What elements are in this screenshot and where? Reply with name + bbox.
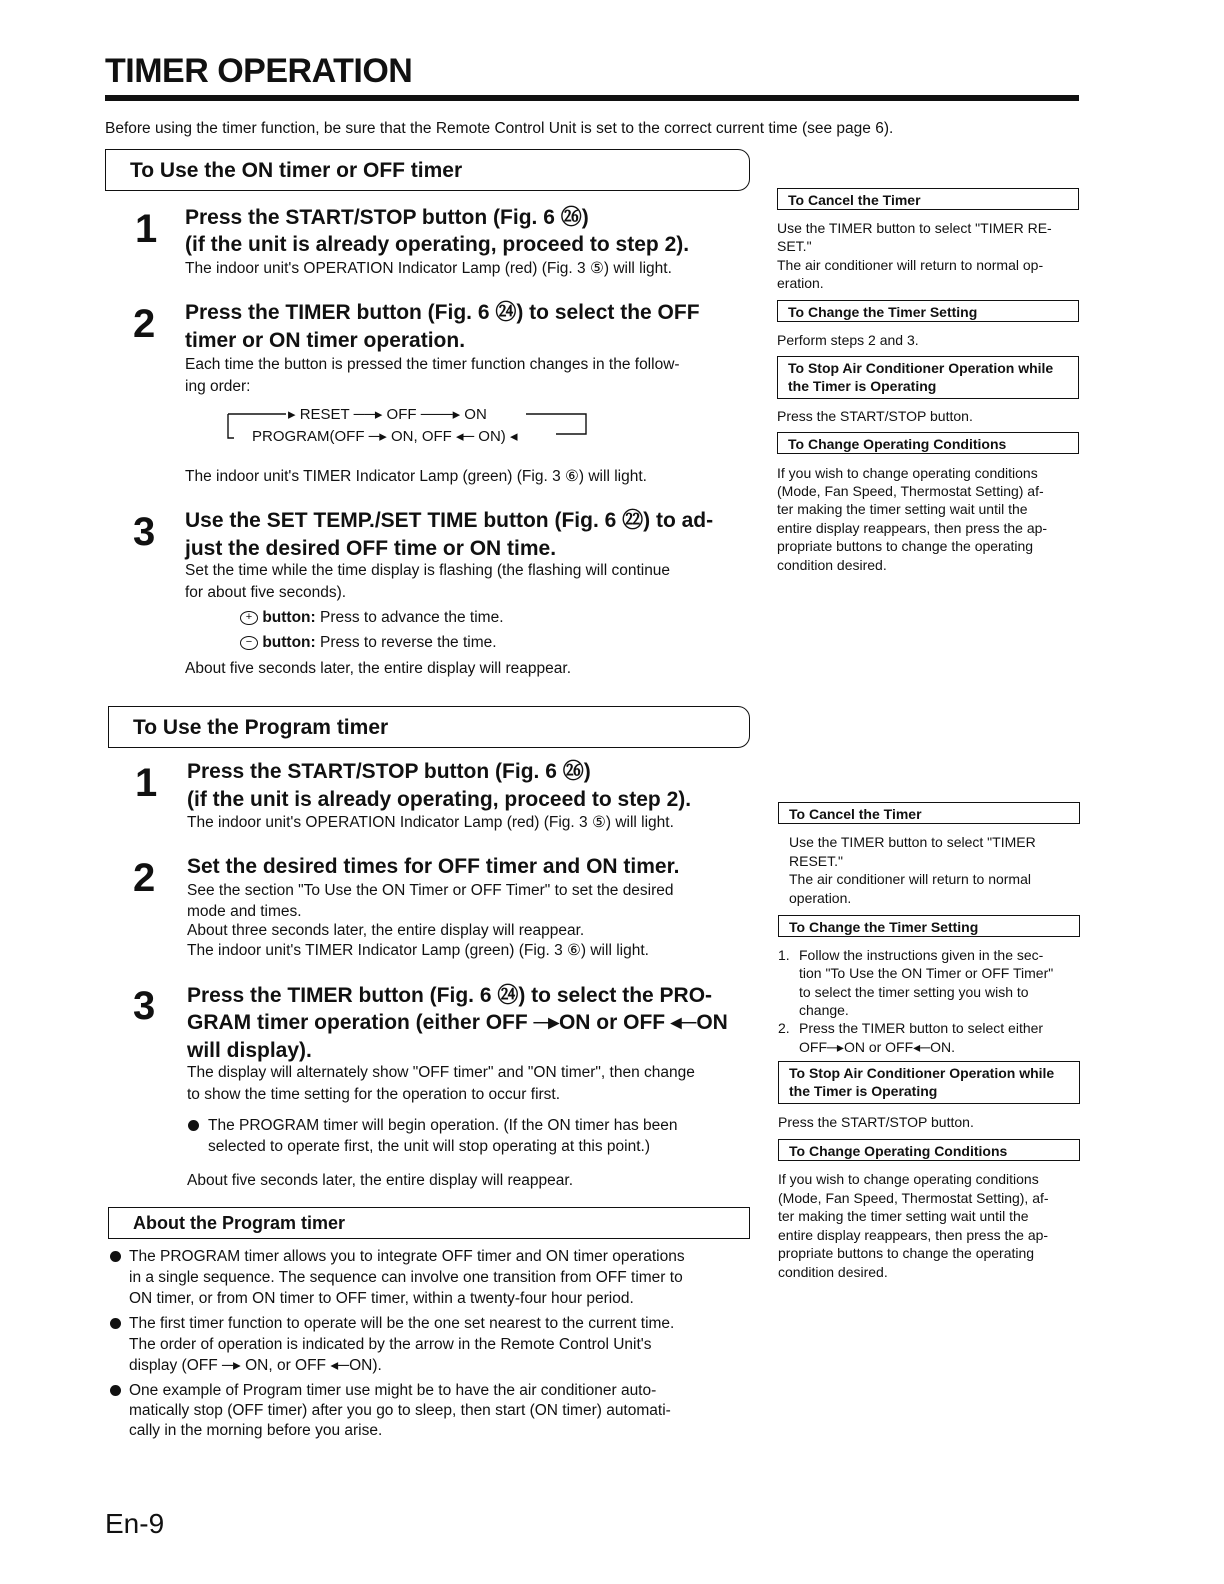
plus-label: button:	[262, 609, 316, 626]
side-text: The air conditioner will return to normal op-	[777, 257, 1044, 273]
side-text: SET."	[777, 238, 812, 254]
side-text: tion "To Use the ON Timer or OFF Timer"	[799, 965, 1054, 981]
flow-line-2: PROGRAM(OFF ─▸ ON, OFF ◂─ ON) ◂	[252, 428, 518, 445]
step-number: 1	[135, 207, 158, 251]
side-text: propriate buttons to change the operating	[778, 1245, 1035, 1261]
side-box-change: To Change the Timer Setting	[778, 915, 1080, 937]
side-box-cancel: To Cancel the Timer	[778, 802, 1080, 824]
step-body: for about five seconds).	[185, 584, 347, 601]
step-heading: timer or ON timer operation.	[185, 329, 466, 352]
step-heading: just the desired OFF time or ON time.	[185, 537, 557, 560]
side-text: If you wish to change operating conditions	[777, 465, 1038, 481]
bullet-text: The PROGRAM timer will begin operation. (If the ON timer has been	[208, 1117, 678, 1134]
side-box-conditions: To Change Operating Conditions	[778, 1139, 1080, 1161]
bullet-text: selected to operate first, the unit will stop operating at this point.)	[208, 1138, 650, 1155]
step-heading: Press the START/STOP button (Fig. 6 ㉖)	[187, 760, 591, 783]
step-heading: Press the START/STOP button (Fig. 6 ㉖)	[185, 206, 589, 229]
step-body: to show the time setting for the operation to occur first.	[187, 1086, 561, 1103]
step-number: 2	[133, 302, 156, 346]
step-heading: (if the unit is already operating, proceed to step 2).	[185, 233, 690, 256]
about-text: cally in the morning before you arise.	[129, 1422, 383, 1439]
side-text: Press the START/STOP button.	[777, 408, 973, 424]
side-text: condition desired.	[777, 557, 887, 573]
side-text: entire display reappears, then press the ap-	[778, 1227, 1049, 1243]
side-text: If you wish to change operating conditions	[778, 1171, 1039, 1187]
side-text: ter making the timer setting wait until the	[778, 1208, 1029, 1224]
plus-button-row	[240, 607, 504, 628]
step-body: See the section "To Use the ON Timer or OFF Timer" to set the desired	[187, 882, 674, 899]
minus-text: Press to reverse the time.	[319, 634, 497, 651]
side-text: ter making the timer setting wait until the	[777, 501, 1028, 517]
side-text: RESET."	[789, 853, 843, 869]
section2-title: To Use the Program timer	[108, 706, 750, 748]
side-text: Use the TIMER button to select "TIMER	[789, 834, 1036, 850]
bullet-icon	[110, 1318, 121, 1329]
step-body: About three seconds later, the entire display will reappear.	[187, 922, 585, 939]
minus-icon: −	[240, 636, 258, 650]
side-box-cancel: To Cancel the Timer	[777, 188, 1079, 210]
side-text: Press the TIMER button to select either	[799, 1020, 1044, 1036]
step-heading: Set the desired times for OFF timer and ON timer.	[187, 855, 680, 878]
about-program-timer-title: About the Program timer	[108, 1207, 750, 1239]
step-heading: GRAM timer operation (either OFF ─▸ON or OFF ◂─ON	[187, 1011, 728, 1034]
about-text: in a single sequence. The sequence can involve one transition from OFF timer to	[129, 1269, 683, 1286]
plus-text: Press to advance the time.	[319, 609, 504, 626]
side-box-stop	[777, 356, 1079, 399]
step-body: The indoor unit's TIMER Indicator Lamp (green) (Fig. 3 ⑥) will light.	[185, 468, 647, 485]
about-text: matically stop (OFF timer) after you go to sleep, then start (ON timer) automati-	[129, 1402, 671, 1419]
step-body: About five seconds later, the entire display will reappear.	[185, 660, 572, 677]
about-text: One example of Program timer use might be to have the air conditioner auto-	[129, 1382, 657, 1399]
step-body: About five seconds later, the entire display will reappear.	[187, 1172, 574, 1189]
side-text: eration.	[777, 275, 824, 291]
side-text: OFF─▸ON or OFF◂─ON.	[799, 1039, 955, 1055]
step-number: 1	[135, 761, 158, 805]
side-text: operation.	[789, 890, 852, 906]
page-title: TIMER OPERATION	[105, 52, 413, 90]
about-text: The first timer function to operate will be the one set nearest to the current time.	[129, 1315, 675, 1332]
step-heading: Press the TIMER button (Fig. 6 ㉔) to select the PRO-	[187, 984, 713, 1007]
side-box-conditions: To Change Operating Conditions	[777, 432, 1079, 454]
step-number: 3	[133, 510, 156, 554]
step-body: The indoor unit's TIMER Indicator Lamp (green) (Fig. 3 ⑥) will light.	[187, 942, 649, 959]
side-text: change.	[799, 1002, 849, 1018]
about-text: The PROGRAM timer allows you to integrate OFF timer and ON timer operations	[129, 1248, 685, 1265]
step-body: The display will alternately show "OFF timer" and "ON timer", then change	[187, 1064, 695, 1081]
list-number: 2.	[778, 1020, 790, 1036]
list-number: 1.	[778, 947, 790, 963]
about-text: display (OFF ─▸ ON, or OFF ◂─ON).	[129, 1357, 382, 1374]
step-number: 3	[133, 984, 156, 1028]
side-text: Perform steps 2 and 3.	[777, 332, 919, 348]
side-text: entire display reappears, then press the ap-	[777, 520, 1048, 536]
side-text: Follow the instructions given in the sec-	[799, 947, 1044, 963]
side-box-change: To Change the Timer Setting	[777, 300, 1079, 322]
page-number: En-9	[105, 1508, 165, 1539]
side-text: (Mode, Fan Speed, Thermostat Setting) af-	[777, 483, 1044, 499]
side-text: propriate buttons to change the operating	[777, 538, 1034, 554]
side-text: Use the TIMER button to select "TIMER RE-	[777, 220, 1052, 236]
step-body: ing order:	[185, 378, 251, 395]
plus-icon: +	[240, 611, 258, 625]
step-body: The indoor unit's OPERATION Indicator Lamp (red) (Fig. 3 ⑤) will light.	[185, 260, 672, 277]
bullet-icon	[188, 1120, 199, 1131]
step-body: The indoor unit's OPERATION Indicator Lamp (red) (Fig. 3 ⑤) will light.	[187, 814, 674, 831]
about-text: The order of operation is indicated by the arrow in the Remote Control Unit's	[129, 1336, 652, 1353]
about-text: ON timer, or from ON timer to OFF timer, within a twenty-four hour period.	[129, 1290, 634, 1307]
title-rule	[105, 95, 1079, 101]
bullet-icon	[110, 1251, 121, 1262]
flow-line-1: ▸ RESET ──▸ OFF ───▸ ON	[288, 406, 487, 423]
step-body: mode and times.	[187, 903, 302, 920]
side-text: (Mode, Fan Speed, Thermostat Setting), af-	[778, 1190, 1049, 1206]
step-body: Each time the button is pressed the timer function changes in the follow-	[185, 356, 680, 373]
section1-title: To Use the ON timer or OFF timer	[105, 149, 750, 191]
step-body: Set the time while the time display is flashing (the flashing will continue	[185, 562, 671, 579]
side-text: to select the timer setting you wish to	[799, 984, 1029, 1000]
side-text: condition desired.	[778, 1264, 888, 1280]
side-box-stop-line: the Timer is Operating	[789, 1083, 938, 1099]
side-text: Press the START/STOP button.	[778, 1114, 974, 1130]
minus-label: button:	[262, 634, 316, 651]
side-text: The air conditioner will return to normal	[789, 871, 1031, 887]
side-box-stop-line: To Stop Air Conditioner Operation while	[788, 360, 1054, 376]
side-box-stop	[778, 1061, 1080, 1104]
step-heading: will display).	[187, 1039, 312, 1062]
side-box-stop-line: the Timer is Operating	[788, 378, 937, 394]
minus-button-row	[240, 632, 497, 653]
side-box-stop-line: To Stop Air Conditioner Operation while	[789, 1065, 1055, 1081]
bullet-icon	[110, 1385, 121, 1396]
step-heading: (if the unit is already operating, proceed to step 2).	[187, 788, 692, 811]
step-number: 2	[133, 856, 156, 900]
step-heading: Use the SET TEMP./SET TIME button (Fig. 6 ㉒) to ad-	[185, 509, 714, 532]
intro-text: Before using the timer function, be sure that the Remote Control Unit is set to the correct current time (see page 6).	[105, 120, 894, 137]
step-heading: Press the TIMER button (Fig. 6 ㉔) to select the OFF	[185, 301, 700, 324]
